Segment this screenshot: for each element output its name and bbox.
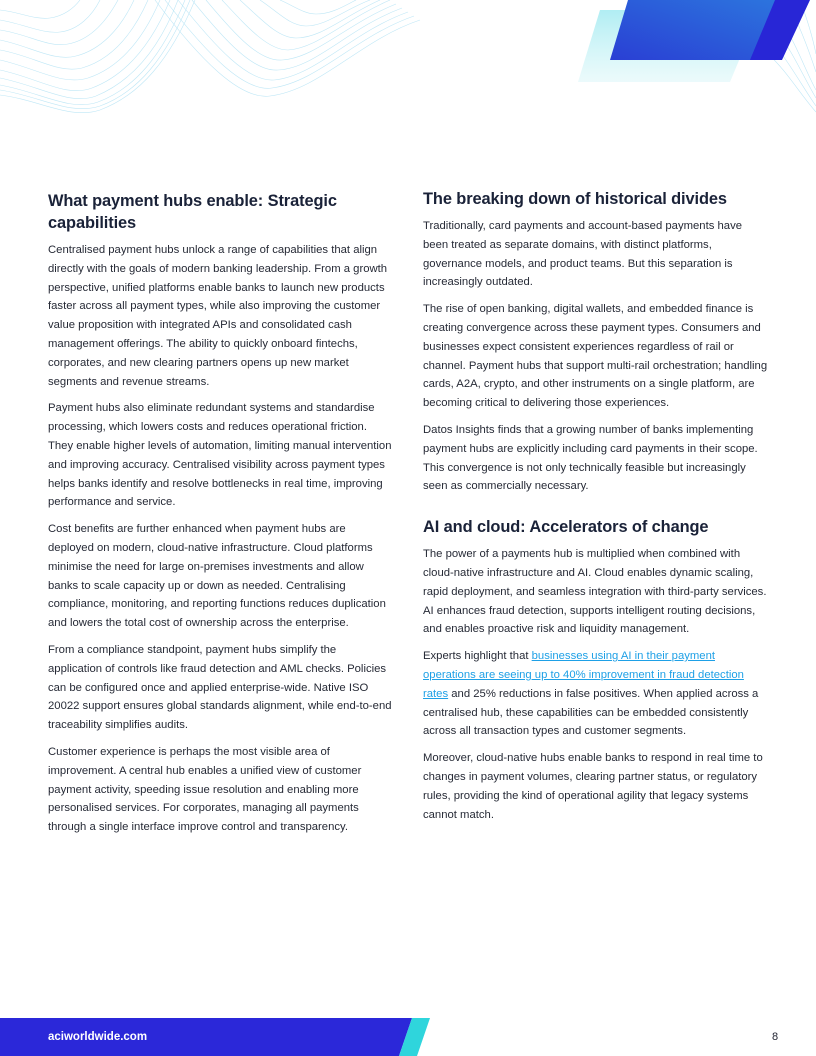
footer-website-link[interactable]: aciworldwide.com — [48, 1031, 148, 1043]
header-decorative-graphic — [0, 0, 816, 130]
paragraph-text: Experts highlight that — [423, 650, 532, 663]
section-heading-strategic-capabilities: What payment hubs enable: Strategic capabilities — [48, 192, 337, 232]
paragraph: The power of a payments hub is multiplied when combined with cloud-native infrastructure and AI. Cloud enables dynamic scaling, rapid deployment, and seamless integration with third-party services. AI enhances fraud detection, supports intelligent routing decisions, and enables proactive risk and liquidity management. — [423, 548, 767, 636]
paragraph: Datos Insights finds that a growing number of banks implementing payment hubs are explicitly including card payments in their scope. This convergence is not only technically feasible but increasingly seen as commercially necessary. — [423, 423, 758, 493]
page-number: 8 — [772, 1031, 779, 1043]
paragraph: From a compliance standpoint, payment hubs simplify the application of controls like fraud detection and AML checks. Policies can be configured once and applied enterprise-wide. Native ISO 20022 support ensures global standards alignment, while end-to-end traceability simplifies audits. — [48, 643, 392, 732]
ai-fraud-detection-link[interactable]: businesses using AI in their payment operations are seeing up to 40% improvement in fraud detection rates — [423, 650, 744, 700]
paragraph: Customer experience is perhaps the most visible area of improvement. A central hub enables a unified view of customer payment activity, speeding issue resolution and enabling more personalised services. For corporates, managing all payments through a single interface improve control and transparency. — [48, 745, 362, 834]
paragraph: Centralised payment hubs unlock a range of capabilities that align directly with the goals of modern banking leadership. From a growth perspective, unified platforms enable banks to launch new products faster across all payment types, while also improving the customer value proposition with integrated APIs and consolidated cash management offerings. The ability to quickly onboard fintechs, corporates, and new clearing partners opens up new market segments and revenue streams. — [48, 244, 388, 388]
paragraph: Payment hubs also eliminate redundant systems and standardise processing, which lowers costs and reduces operational friction. They enable higher levels of automation, limiting manual intervention and improving accuracy. Centralised visibility across payment types helps banks identify and resolve bottlenecks in real time, improving performance and service. — [48, 402, 392, 509]
section-heading-ai-and-cloud: AI and cloud: Accelerators of change — [423, 518, 709, 537]
paragraph-with-link — [423, 647, 768, 741]
left-column — [48, 188, 393, 845]
wave-lines-left — [0, 0, 195, 113]
right-column — [423, 188, 768, 832]
paragraph: Traditionally, card payments and account-based payments have been treated as separate domains, with distinct platforms, governance models, and product teams. But this separation is increasingly outdated. — [423, 220, 742, 289]
wave-lines-center — [155, 0, 420, 96]
paragraph: Cost benefits are further enhanced when payment hubs are deployed on modern, cloud-native infrastructure. Cloud platforms minimise the need for large on-premises investments and allow banks to scale capacity up or down as needed. Centralising compliance, monitoring, and reporting functions reduces duplication and lowers the total cost of ownership across the enterprise. — [48, 523, 386, 630]
paragraph-text: and 25% reductions in false positives. When applied across a centralised hub, these capabilities can be embedded consistently across all transaction types and customer segments. — [423, 687, 759, 738]
paragraph: Moreover, cloud-native hubs enable banks to respond in real time to changes in payment volumes, clearing partner status, or regulatory rules, providing the kind of operational agility that legacy systems cannot match. — [423, 752, 763, 821]
paragraph: The rise of open banking, digital wallets, and embedded finance is creating convergence across these payment types. Consumers and businesses expect consistent experiences regardless of rail or channel. Payment hubs that support multi-rail orchestration; handling cards, A2A, crypto, and other instruments on a single platform, are becoming critical to delivering those experiences. — [423, 303, 768, 410]
section-heading-historical-divides: The breaking down of historical divides — [423, 190, 727, 208]
